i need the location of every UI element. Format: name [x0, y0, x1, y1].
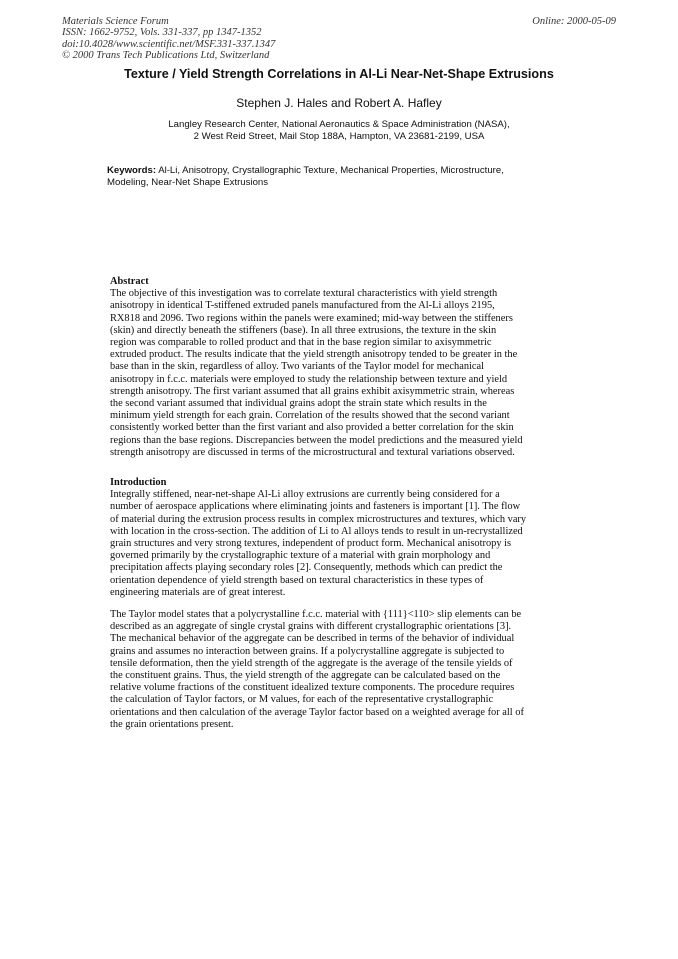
introduction-body	[110, 489, 546, 599]
text-line: grains and assumes no interaction between grains. If a polycrystalline aggregate is subjected to	[110, 645, 505, 657]
affiliation-line: 2 West Reid Street, Mail Stop 188A, Hampton, VA 23681-2199, USA	[193, 130, 485, 142]
text-line: Integrally stiffened, near-net-shape Al-Li alloy extrusions are currently being considered for a	[110, 489, 500, 501]
journal-name: Materials Science Forum	[62, 16, 169, 27]
keywords-block	[107, 165, 547, 189]
text-line: extruded product. The results indicate that the yield strength anisotropy tended to be greater in the	[110, 349, 518, 361]
introduction-section	[110, 477, 546, 599]
text-line: engineering materials are of great interest.	[110, 586, 286, 598]
text-line: tensile deformation, then the yield strength of the aggregate is the average of the tensile yields of	[110, 657, 513, 669]
abstract-heading: Abstract	[110, 276, 149, 287]
taylor-body	[110, 609, 546, 731]
affiliation	[0, 119, 678, 142]
text-line: precipitation affects playing secondary roles [2]. Consequently, methods which can predict the	[110, 562, 503, 574]
text-line: relative volume fractions of the constituent idealized texture components. The procedure requires	[110, 682, 515, 694]
text-line: the constituent grains. Thus, the yield strength of the aggregate can be calculated based on the	[110, 670, 501, 682]
affiliation-line: Langley Research Center, National Aeronautics & Space Administration (NASA),	[168, 119, 510, 130]
text-line: the grain orientations present.	[110, 718, 234, 730]
text-line: with location in the cross-section. The addition of Li to Al alloys tends to result in un-recrystallized	[110, 525, 523, 537]
text-line: orientation dependence of yield strength based on textural characteristics in these types of	[110, 574, 484, 586]
doi-line: doi:10.4028/www.scientific.net/MSF.331-337.1347	[62, 38, 276, 50]
text-line: minimum yield strength for each grain. Correlation of the results showed that the second variant	[110, 410, 510, 422]
text-line: strength anisotropy. The first variant assumed that all grains exhibit axisymmetric strain, whereas	[110, 385, 515, 397]
text-line: RX818 and 2096. Two regions within the panels were examined; mid-way between the stiffeners	[110, 312, 513, 324]
text-line: grain structures and very strong textures, independent of product form. Mechanical anisotropy is	[110, 538, 512, 550]
text-line: described as an aggregate of single crystal grains with different crystallographic orientations [3].	[110, 621, 512, 633]
text-line: strength anisotropy are discussed in terms of the microstructural and textural variations observed.	[110, 446, 515, 458]
text-line: region was comparable to rolled product and that in the base region similar to axisymmetric	[110, 337, 492, 349]
text-line: the second variant assumed that individual grains adopt the strain state which results in the	[110, 398, 487, 410]
text-line: consistently worked better than the first variant and also provided a better correlation for the skin	[110, 422, 514, 434]
issn-line: ISSN: 1662-9752, Vols. 331-337, pp 1347-1352	[62, 27, 262, 39]
text-line: the calculation of Taylor factors, or M values, for each of the representative crystallographic	[110, 694, 494, 706]
online-date: Online: 2000-05-09	[532, 16, 616, 27]
text-line: anisotropy in identical T-stiffened extruded panels manufactured from the Al-Li alloys 2195,	[110, 300, 495, 312]
copyright-line: © 2000 Trans Tech Publications Ltd, Switzerland	[62, 50, 270, 62]
paper-title: Texture / Yield Strength Correlations in Al-Li Near-Net-Shape Extrusions	[124, 67, 554, 81]
text-line: regions than the base regions. Discrepancies between the model predictions and the measured yield	[110, 434, 523, 446]
text-line: number of aerospace applications where eliminating joints and fasteners is important [1]. The flow	[110, 501, 521, 513]
abstract-section	[110, 276, 546, 459]
paper-authors: Stephen J. Hales and Robert A. Hafley	[236, 96, 442, 110]
text-line: governed primarily by the crystallographic texture of a material with grain morphology and	[110, 550, 491, 562]
abstract-body	[110, 288, 546, 459]
keywords-line	[107, 165, 547, 177]
text-line: orientations and then calculation of the average Taylor factor based on a weighted average for all of	[110, 706, 524, 718]
text-line: of material during the extrusion process results in complex microstructures and textures, which vary	[110, 513, 527, 525]
text-line: The objective of this investigation was to correlate textural characteristics with yield strength	[110, 288, 498, 300]
text-line: (skin) and directly beneath the stiffeners (base). In all three extrusions, the texture in the skin	[110, 324, 497, 336]
introduction-heading: Introduction	[110, 477, 167, 488]
keywords-text: Al-Li, Anisotropy, Crystallographic Texture, Mechanical Properties, Microstructure,	[158, 165, 504, 176]
text-line: anisotropy in f.c.c. materials were employed to study the relationship between texture and yield	[110, 373, 508, 385]
keywords-line: Modeling, Near-Net Shape Extrusions	[107, 177, 269, 188]
journal-header	[62, 16, 275, 62]
text-line: base than in the skin, regardless of alloy. Two variants of the Taylor model for mechanical	[110, 361, 485, 373]
text-line: The mechanical behavior of the aggregate can be described in terms of the behavior of individual	[110, 633, 515, 645]
text-line: The Taylor model states that a polycrystalline f.c.c. material with {111}<110> slip elements can be	[110, 609, 522, 620]
keywords-label: Keywords:	[107, 165, 157, 176]
taylor-model-paragraph	[110, 609, 546, 731]
